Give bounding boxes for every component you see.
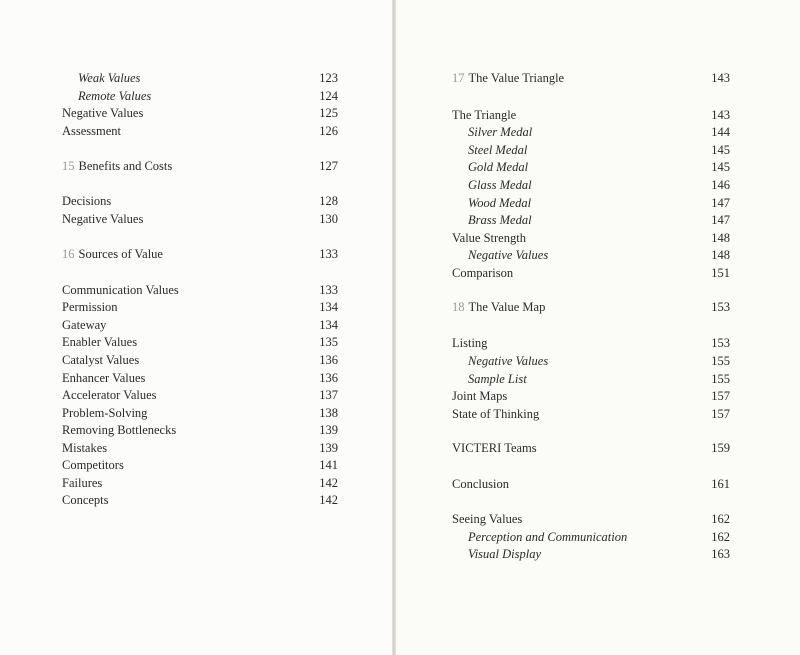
page-number: 163 bbox=[711, 547, 730, 561]
page-number: 141 bbox=[319, 458, 338, 472]
page-number: 162 bbox=[711, 512, 730, 526]
page-number: 155 bbox=[711, 372, 730, 386]
toc-title: Brass Medal bbox=[468, 213, 532, 227]
toc-label bbox=[452, 230, 526, 246]
chapter-number: 18 bbox=[452, 300, 465, 314]
page-number: 148 bbox=[711, 248, 730, 262]
toc-title: Negative Values bbox=[62, 212, 144, 226]
page-number: 146 bbox=[711, 178, 730, 192]
toc-label bbox=[62, 299, 118, 315]
toc-title: Catalyst Values bbox=[62, 353, 140, 367]
toc-title: Accelerator Values bbox=[62, 388, 157, 402]
chapter-number: 16 bbox=[62, 247, 75, 261]
page-number: 139 bbox=[319, 423, 338, 437]
page-number: 135 bbox=[319, 335, 338, 349]
toc-label bbox=[452, 107, 516, 123]
page-number: 157 bbox=[711, 389, 730, 403]
page-number: 162 bbox=[711, 530, 730, 544]
toc-label bbox=[62, 282, 179, 298]
toc-label bbox=[452, 247, 548, 263]
toc-label bbox=[452, 142, 527, 158]
page-number: 130 bbox=[319, 212, 338, 226]
toc-title: Removing Bottlenecks bbox=[62, 423, 177, 437]
chapter-number: 17 bbox=[452, 71, 465, 85]
page-number: 134 bbox=[319, 318, 338, 332]
page-number: 128 bbox=[319, 194, 338, 208]
toc-label bbox=[62, 105, 143, 121]
toc-label bbox=[452, 335, 487, 351]
toc-label bbox=[62, 387, 157, 403]
toc-title: Failures bbox=[62, 476, 103, 490]
toc-label bbox=[62, 70, 140, 86]
toc-title: Benefits and Costs bbox=[78, 159, 173, 173]
toc-label bbox=[452, 212, 532, 228]
toc-label bbox=[452, 371, 527, 387]
toc-label bbox=[452, 546, 541, 562]
page-number: 133 bbox=[319, 247, 338, 261]
page-number: 126 bbox=[319, 124, 338, 138]
page-number: 124 bbox=[319, 89, 338, 103]
toc-title: Decisions bbox=[62, 194, 112, 208]
toc-title: Assessment bbox=[62, 124, 122, 138]
toc-label bbox=[452, 529, 627, 545]
toc-title: Gold Medal bbox=[468, 160, 529, 174]
toc-label bbox=[62, 422, 176, 438]
page-number: 148 bbox=[711, 231, 730, 245]
toc-label bbox=[452, 476, 509, 492]
toc-label bbox=[452, 159, 528, 175]
toc-title: Competitors bbox=[62, 458, 124, 472]
toc-title: VICTERI Teams bbox=[452, 441, 537, 455]
toc-title: Mistakes bbox=[62, 441, 108, 455]
toc-title: Visual Display bbox=[468, 547, 542, 561]
page-number: 139 bbox=[319, 441, 338, 455]
toc-title: Enabler Values bbox=[62, 335, 138, 349]
toc-label bbox=[452, 299, 545, 315]
toc-title: Seeing Values bbox=[452, 512, 523, 526]
toc-title: Glass Medal bbox=[468, 178, 532, 192]
toc-title: The Triangle bbox=[452, 108, 517, 122]
toc-title: Conclusion bbox=[452, 477, 509, 491]
toc-title: Comparison bbox=[452, 266, 514, 280]
toc-title: The Value Map bbox=[468, 300, 546, 314]
toc-title: Weak Values bbox=[78, 71, 141, 85]
toc-title: Negative Values bbox=[62, 106, 144, 120]
toc-label bbox=[62, 88, 151, 104]
right-page bbox=[396, 0, 800, 655]
toc-label bbox=[452, 388, 507, 404]
toc-title: Negative Values bbox=[468, 354, 549, 368]
toc-label bbox=[452, 177, 532, 193]
toc-label bbox=[452, 265, 513, 281]
toc-title: Listing bbox=[452, 336, 488, 350]
toc-title: Wood Medal bbox=[468, 196, 532, 210]
toc-title: Communication Values bbox=[62, 283, 179, 297]
page-number: 142 bbox=[319, 493, 338, 507]
toc-title: Problem-Solving bbox=[62, 406, 148, 420]
page-number: 159 bbox=[711, 441, 730, 455]
toc-label bbox=[62, 193, 111, 209]
page-number: 147 bbox=[711, 196, 730, 210]
toc-title: State of Thinking bbox=[452, 407, 540, 421]
page-number: 145 bbox=[711, 143, 730, 157]
toc-title: Permission bbox=[62, 300, 118, 314]
page-number: 137 bbox=[319, 388, 338, 402]
toc-title: Enhancer Values bbox=[62, 371, 146, 385]
page-number: 161 bbox=[711, 477, 730, 491]
page-number: 157 bbox=[711, 407, 730, 421]
toc-label bbox=[62, 123, 121, 139]
page-number: 142 bbox=[319, 476, 338, 490]
toc-label bbox=[62, 440, 107, 456]
page-number: 125 bbox=[319, 106, 338, 120]
toc-label bbox=[62, 370, 145, 386]
toc-title: Remote Values bbox=[78, 89, 152, 103]
toc-label bbox=[62, 492, 109, 508]
page-number: 147 bbox=[711, 213, 730, 227]
page-number: 136 bbox=[319, 371, 338, 385]
toc-label bbox=[62, 211, 143, 227]
toc-label bbox=[452, 70, 564, 86]
toc-title: Joint Maps bbox=[452, 389, 508, 403]
toc-label bbox=[452, 353, 548, 369]
toc-label bbox=[62, 158, 172, 174]
chapter-number: 15 bbox=[62, 159, 75, 173]
page-number: 138 bbox=[319, 406, 338, 420]
page-number: 153 bbox=[711, 300, 730, 314]
page-number: 144 bbox=[711, 125, 730, 139]
page-number: 155 bbox=[711, 354, 730, 368]
toc-title: Sources of Value bbox=[78, 247, 163, 261]
page-number: 127 bbox=[319, 159, 338, 173]
page-number: 136 bbox=[319, 353, 338, 367]
page-number: 143 bbox=[711, 108, 730, 122]
toc-title: The Value Triangle bbox=[468, 71, 565, 85]
toc-title: Gateway bbox=[62, 318, 107, 332]
toc-label bbox=[62, 405, 147, 421]
left-page bbox=[0, 0, 392, 655]
page-number: 153 bbox=[711, 336, 730, 350]
toc-label bbox=[452, 195, 531, 211]
page-number: 145 bbox=[711, 160, 730, 174]
toc-title: Steel Medal bbox=[468, 143, 528, 157]
toc-label bbox=[62, 246, 163, 262]
toc-label bbox=[62, 352, 139, 368]
toc-title: Concepts bbox=[62, 493, 109, 507]
toc-label bbox=[452, 406, 539, 422]
toc-label bbox=[62, 334, 137, 350]
page-number: 143 bbox=[711, 71, 730, 85]
toc-label bbox=[62, 317, 106, 333]
toc-label bbox=[452, 124, 532, 140]
page-number: 123 bbox=[319, 71, 338, 85]
toc-title: Negative Values bbox=[468, 248, 549, 262]
toc-title: Value Strength bbox=[452, 231, 526, 245]
toc-title: Perception and Communication bbox=[468, 530, 628, 544]
toc-title: Silver Medal bbox=[468, 125, 533, 139]
toc-title: Sample List bbox=[468, 372, 527, 386]
toc-label bbox=[452, 511, 522, 527]
page-number: 151 bbox=[711, 266, 730, 280]
page-number: 133 bbox=[319, 283, 338, 297]
toc-label bbox=[62, 475, 102, 491]
toc-label bbox=[452, 440, 537, 456]
page-number: 134 bbox=[319, 300, 338, 314]
toc-label bbox=[62, 457, 124, 473]
